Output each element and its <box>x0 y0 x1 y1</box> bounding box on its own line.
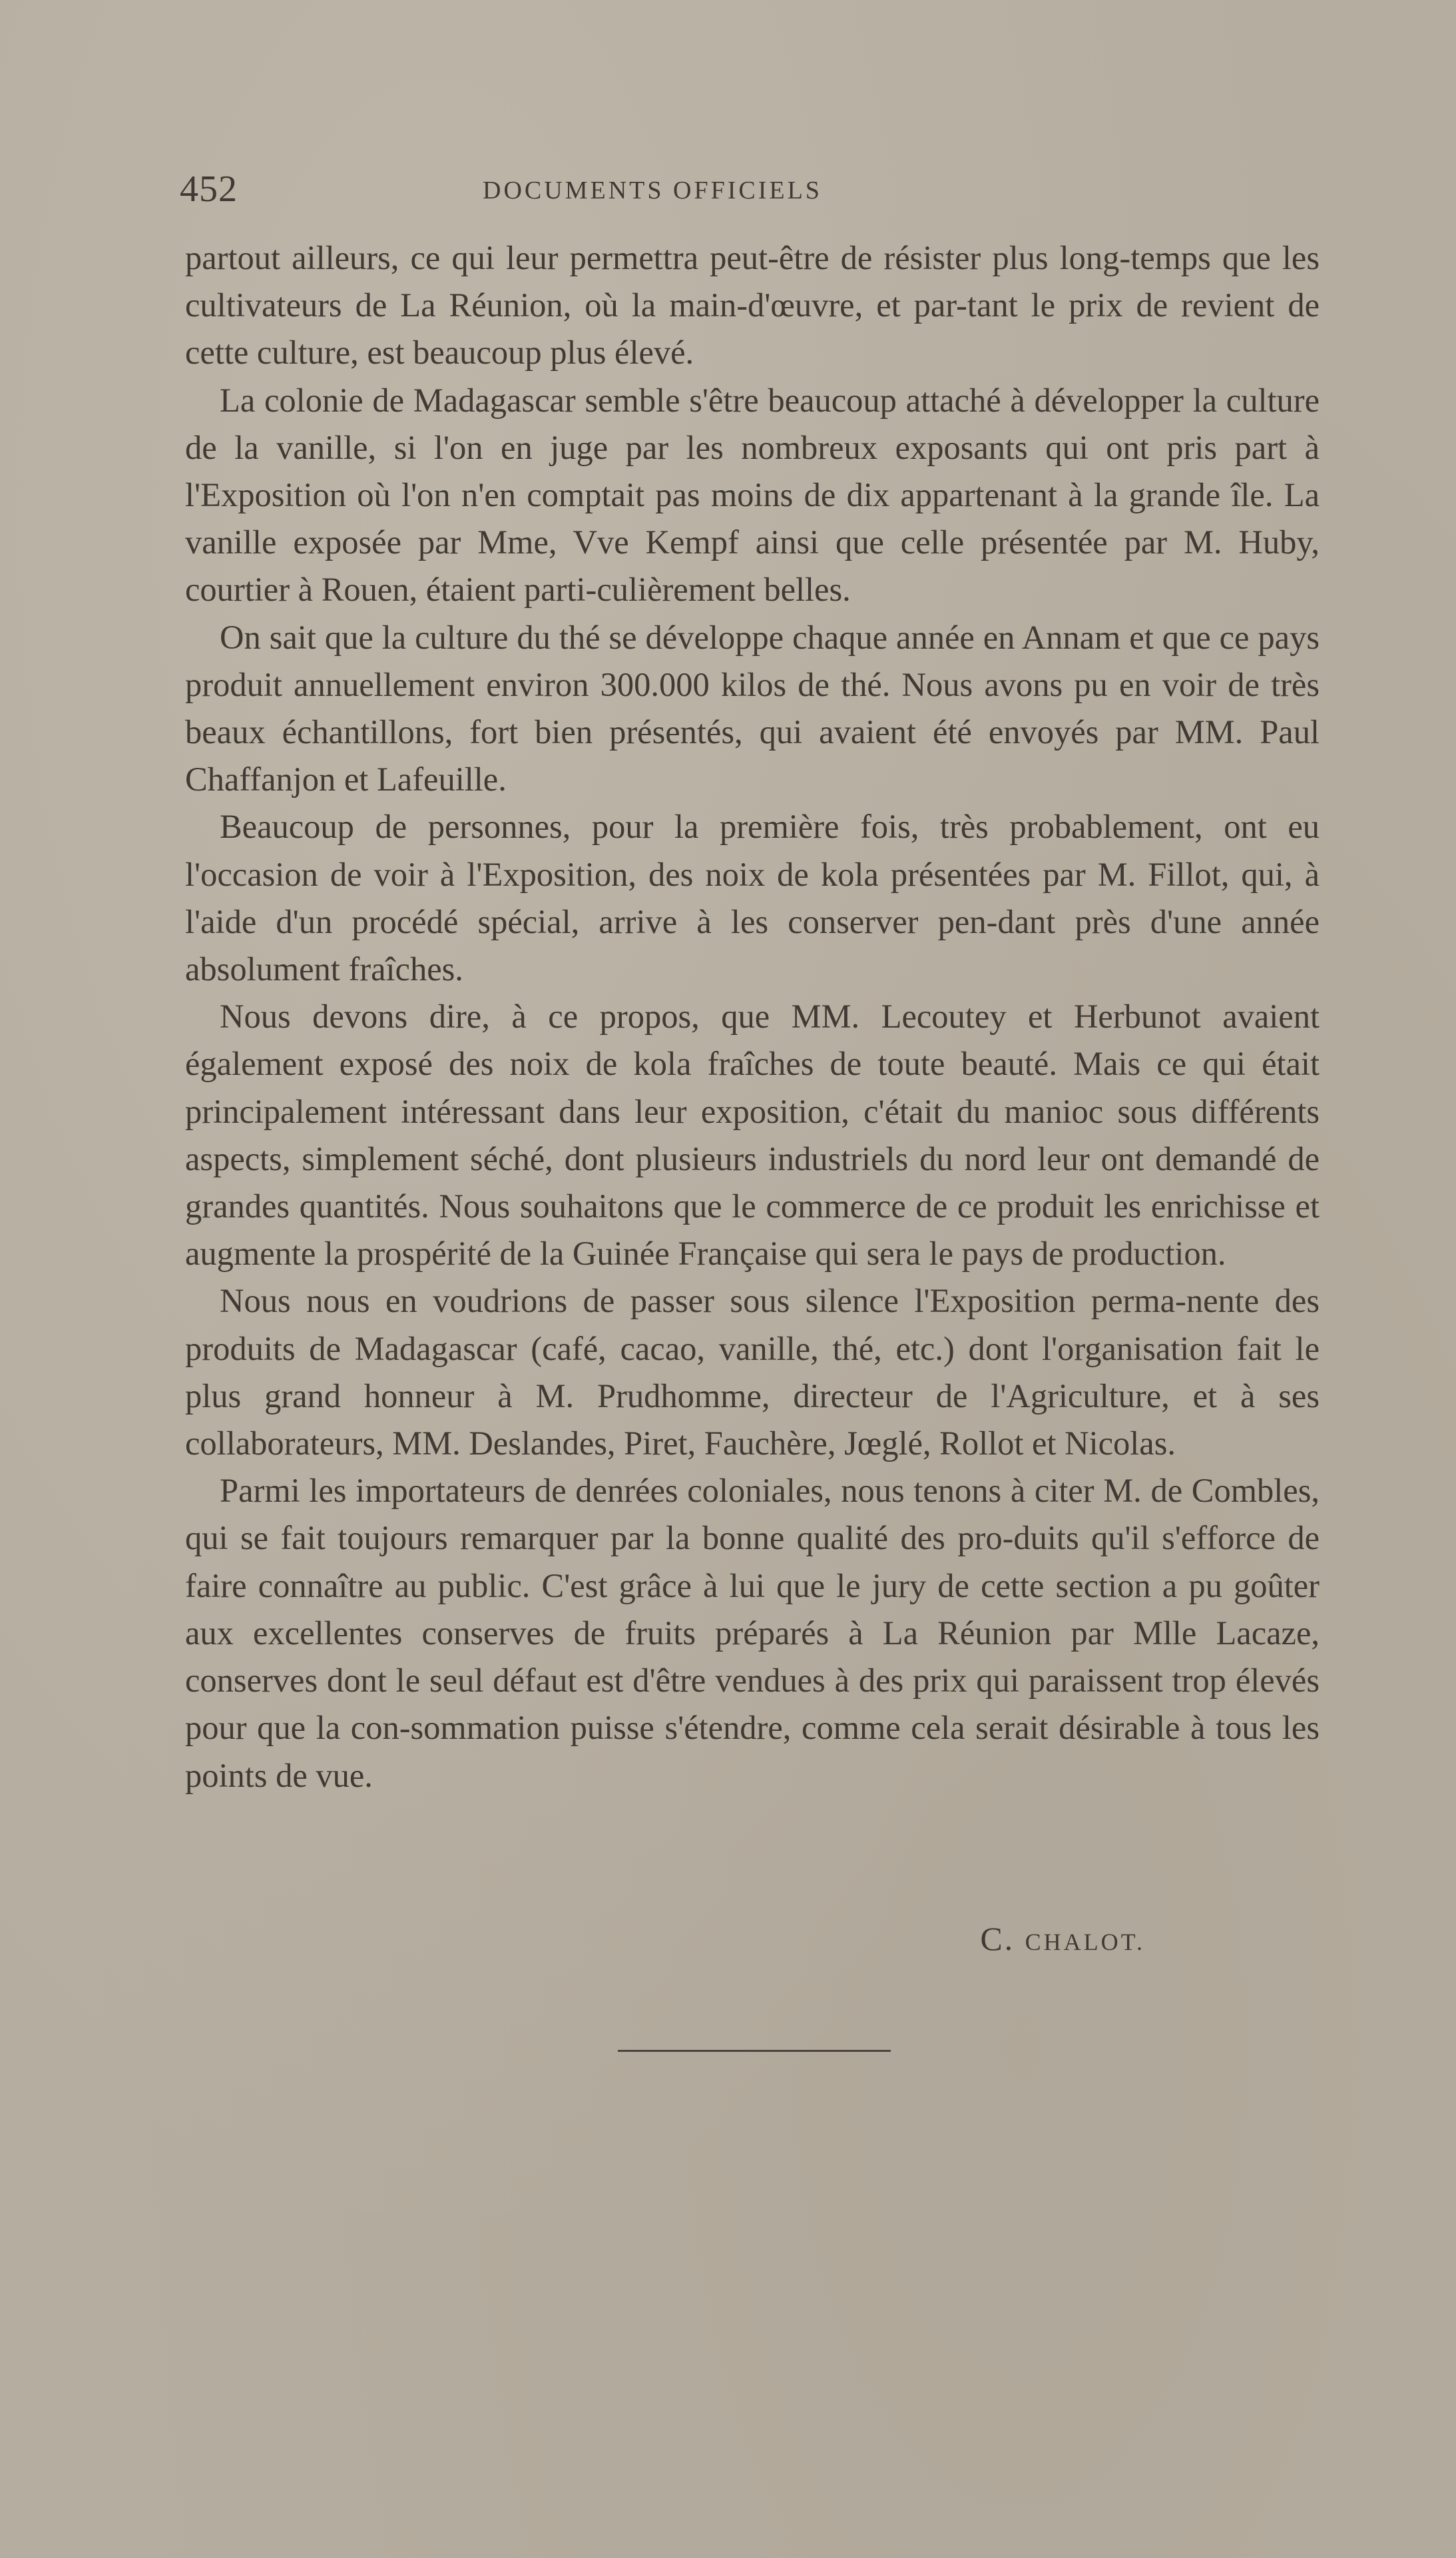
running-head: DOCUMENTS OFFICIELS <box>483 176 822 204</box>
author-signature <box>799 1919 1145 1958</box>
author-name: CHALOT. <box>1025 1929 1145 1955</box>
page-header <box>180 168 1125 221</box>
author-initial: C. <box>980 1920 1025 1957</box>
body-text <box>185 234 1320 1799</box>
paragraph: Beaucoup de personnes, pour la première fois, très probablement, ont eu l'occasion de voir à l'Exposition, des noix de kola présentées par M. Fillot, qui, à l'aide d'un procédé spécial, arrive à les conserver pen-dant près d'une année absolument fraîches. <box>185 808 1320 988</box>
paragraph: On sait que la culture du thé se développe chaque année en Annam et que ce pays produit annuellement environ 300.000 kilos de thé. Nous avons pu en voir de très beaux échantillons, fort bien présentés, qui avaient été envoyés par MM. Paul Chaffanjon et Lafeuille. <box>185 618 1320 799</box>
page-number: 452 <box>180 168 238 210</box>
paragraph: Nous nous en voudrions de passer sous silence l'Exposition perma-nente des produits de Madagascar (café, cacao, vanille, thé, etc.) dont l'organisation fait le plus grand honneur à M. Prudhomme, directeur de l'Agriculture, et à ses collaborateurs, MM. Deslandes, Piret, Fauchère, Jœglé, Rollot et Nicolas. <box>185 1282 1320 1462</box>
paragraph: La colonie de Madagascar semble s'être beaucoup attaché à développer la culture de la vanille, si l'on en juge par les nombreux exposants qui ont pris part à l'Exposition où l'on n'en comptait pas moins de dix appartenant à la grande île. La vanille exposée par Mme, Vve Kempf ainsi que celle présentée par M. Huby, courtier à Rouen, étaient parti-culièrement belles. <box>185 381 1320 609</box>
end-rule-divider <box>618 2050 891 2052</box>
paragraph: partout ailleurs, ce qui leur permettra peut-être de résister plus long-temps que les cultivateurs de La Réunion, où la main-d'œuvre, et par-tant le prix de revient de cette culture, est beaucoup plus élevé. <box>185 239 1320 372</box>
paragraph: Nous devons dire, à ce propos, que MM. Lecoutey et Herbunot avaient également exposé des noix de kola fraîches de toute beauté. Mais ce qui était principalement intéressant dans leur exposition, c'était du manioc sous différents aspects, simplement séché, dont plusieurs industriels du nord leur ont demandé de grandes quantités. Nous souhaitons que le commerce de ce produit les enrichisse et augmente la prospérité de la Guinée Française qui sera le pays de production. <box>185 998 1320 1273</box>
paragraph: Parmi les importateurs de denrées coloniales, nous tenons à citer M. de Combles, qui se fait toujours remarquer par la bonne qualité des pro-duits qu'il s'efforce de faire connaître au public. C'est grâce à lui que le jury de cette section a pu goûter aux excellentes conserves de fruits préparés à La Réunion par Mlle Lacaze, conserves dont le seul défaut est d'être vendues à des prix qui paraissent trop élevés pour que la con-sommation puisse s'étendre, comme cela serait désirable à tous les points de vue. <box>185 1472 1320 1794</box>
